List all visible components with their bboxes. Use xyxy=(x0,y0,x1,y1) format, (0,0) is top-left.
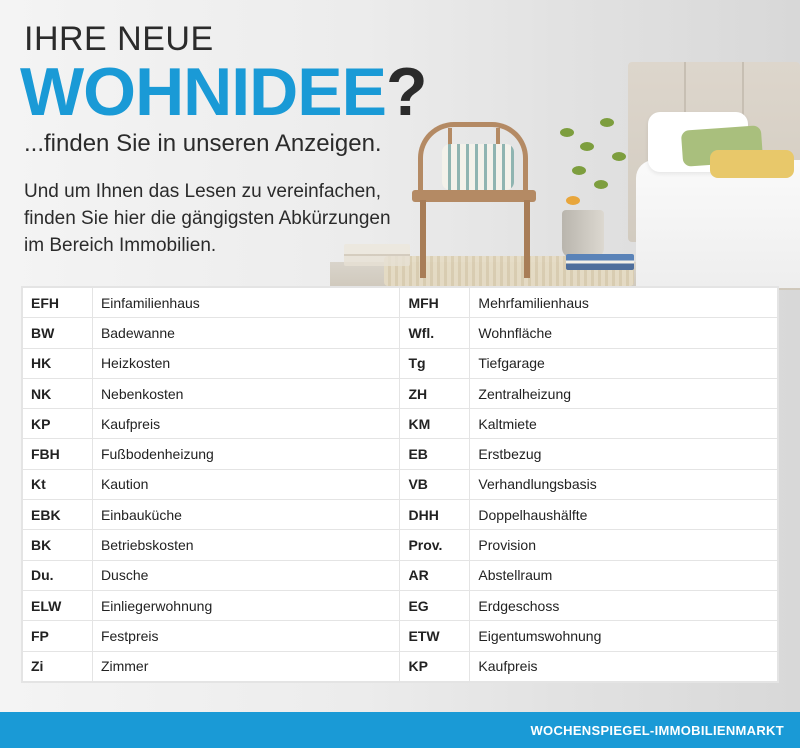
plant-leaf xyxy=(560,128,574,137)
chair-leg xyxy=(524,200,530,278)
plant-pot xyxy=(562,210,604,258)
abbreviation-cell: VB xyxy=(400,469,470,499)
headline-question-mark: ? xyxy=(386,54,427,130)
header-line1: IHRE NEUE xyxy=(24,20,214,58)
table-row xyxy=(23,348,778,378)
footer-label: WOCHENSPIEGEL-IMMOBILIENMARKT xyxy=(530,723,784,738)
chair-seat xyxy=(412,190,536,202)
table-row xyxy=(23,469,778,499)
intro-line: im Bereich Immobilien. xyxy=(24,235,217,256)
table-row xyxy=(23,439,778,469)
abbreviation-cell: EB xyxy=(400,439,470,469)
abbreviation-cell: ETW xyxy=(400,621,470,651)
intro-line: finden Sie hier die gängigsten Abkürzungen xyxy=(24,208,391,229)
book-stack xyxy=(566,254,634,270)
plant-leaf xyxy=(580,142,594,151)
abbreviation-cell: Wfl. xyxy=(400,318,470,348)
plant-leaf xyxy=(594,180,608,189)
abbreviation-cell: EBK xyxy=(23,500,93,530)
abbreviation-cell: EFH xyxy=(23,288,93,318)
abbreviation-cell: Zi xyxy=(23,651,93,681)
meaning-cell: Betriebskosten xyxy=(92,530,400,560)
abbreviation-cell: Prov. xyxy=(400,530,470,560)
plant-fruit xyxy=(566,196,580,205)
meaning-cell: Kaltmiete xyxy=(470,409,778,439)
meaning-cell: Fußbodenheizung xyxy=(92,439,400,469)
table-row xyxy=(23,409,778,439)
footer-bar xyxy=(0,712,800,748)
abbreviation-cell: KP xyxy=(23,409,93,439)
abbreviation-cell: KM xyxy=(400,409,470,439)
abbreviation-cell: EG xyxy=(400,590,470,620)
abbreviation-cell: BW xyxy=(23,318,93,348)
intro-line: Und um Ihnen das Lesen zu vereinfachen, xyxy=(24,181,382,202)
meaning-cell: Zentralheizung xyxy=(470,378,778,408)
abbreviation-cell: Kt xyxy=(23,469,93,499)
abbreviation-cell: NK xyxy=(23,378,93,408)
meaning-cell: Eigentumswohnung xyxy=(470,621,778,651)
table-row xyxy=(23,530,778,560)
meaning-cell: Nebenkosten xyxy=(92,378,400,408)
meaning-cell: Heizkosten xyxy=(92,348,400,378)
abbreviation-cell: MFH xyxy=(400,288,470,318)
meaning-cell: Kaution xyxy=(92,469,400,499)
abbreviation-cell: Tg xyxy=(400,348,470,378)
table-row xyxy=(23,378,778,408)
meaning-cell: Einfamilienhaus xyxy=(92,288,400,318)
meaning-cell: Kaufpreis xyxy=(470,651,778,681)
chair-leg xyxy=(420,200,426,278)
meaning-cell: Doppelhaushälfte xyxy=(470,500,778,530)
meaning-cell: Erdgeschoss xyxy=(470,590,778,620)
table-row xyxy=(23,651,778,681)
abbreviation-cell: FBH xyxy=(23,439,93,469)
table-row xyxy=(23,560,778,590)
abbreviation-cell: KP xyxy=(400,651,470,681)
abbreviation-cell: ZH xyxy=(400,378,470,408)
meaning-cell: Provision xyxy=(470,530,778,560)
meaning-cell: Dusche xyxy=(92,560,400,590)
page-title xyxy=(20,54,427,130)
table-row xyxy=(23,500,778,530)
meaning-cell: Abstellraum xyxy=(470,560,778,590)
subtitle: ...finden Sie in unseren Anzeigen. xyxy=(24,130,382,157)
meaning-cell: Festpreis xyxy=(92,621,400,651)
intro-text xyxy=(24,178,404,259)
table-row xyxy=(23,288,778,318)
table-row xyxy=(23,590,778,620)
pillow-yellow xyxy=(710,150,794,178)
meaning-cell: Erstbezug xyxy=(470,439,778,469)
abbreviation-cell: HK xyxy=(23,348,93,378)
abbreviation-table xyxy=(22,287,778,682)
meaning-cell: Verhandlungsbasis xyxy=(470,469,778,499)
plant-leaf xyxy=(600,118,614,127)
abbreviation-cell: ELW xyxy=(23,590,93,620)
abbreviation-cell: DHH xyxy=(400,500,470,530)
plant-leaf xyxy=(612,152,626,161)
plant-leaf xyxy=(572,166,586,175)
table-row xyxy=(23,621,778,651)
meaning-cell: Zimmer xyxy=(92,651,400,681)
meaning-cell: Tiefgarage xyxy=(470,348,778,378)
meaning-cell: Wohnfläche xyxy=(470,318,778,348)
meaning-cell: Mehrfamilienhaus xyxy=(470,288,778,318)
abbreviation-cell: BK xyxy=(23,530,93,560)
meaning-cell: Kaufpreis xyxy=(92,409,400,439)
meaning-cell: Einliegerwohnung xyxy=(92,590,400,620)
table-row xyxy=(23,318,778,348)
headline-text: WOHNIDEE xyxy=(20,54,386,130)
abbreviation-cell: Du. xyxy=(23,560,93,590)
striped-cushion xyxy=(442,144,514,190)
abbreviation-cell: AR xyxy=(400,560,470,590)
abbreviation-cell: FP xyxy=(23,621,93,651)
meaning-cell: Einbauküche xyxy=(92,500,400,530)
meaning-cell: Badewanne xyxy=(92,318,400,348)
bed xyxy=(636,160,800,288)
